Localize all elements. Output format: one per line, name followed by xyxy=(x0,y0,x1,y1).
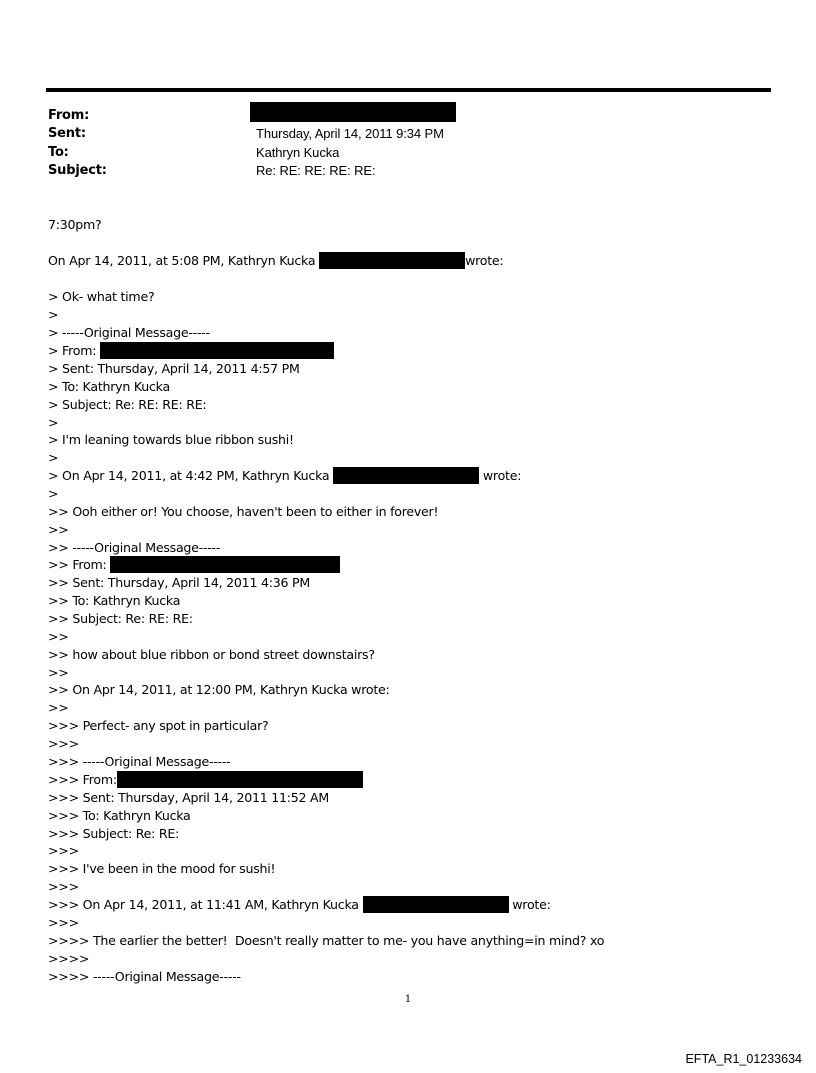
quoted-line: > xyxy=(48,307,59,322)
attribution-wrote: wrote: xyxy=(465,253,504,268)
quoted-line: >>>> The earlier the better! Doesn't really matter to me- you have anything=in mind? xo xyxy=(48,933,605,948)
quoted-line: >> xyxy=(48,700,69,715)
sent-value: Thursday, April 14, 2011 9:34 PM xyxy=(256,126,444,141)
quoted-line: > xyxy=(48,450,59,465)
document-id: EFTA_R1_01233634 xyxy=(685,1052,802,1066)
quoted-line: >> To: Kathryn Kucka xyxy=(48,593,181,608)
quoted-line: > Sent: Thursday, April 14, 2011 4:57 PM xyxy=(48,361,300,376)
quoted-line: >>> Subject: Re: RE: xyxy=(48,826,180,841)
quoted-line: >> Sent: Thursday, April 14, 2011 4:36 PM xyxy=(48,575,310,590)
quoted-line: >>>> -----Original Message----- xyxy=(48,969,241,984)
email-redaction xyxy=(110,556,340,573)
email-redaction xyxy=(319,252,465,269)
quoted-line: > Ok- what time? xyxy=(48,289,155,304)
attribution-text: >>> On Apr 14, 2011, at 11:41 AM, Kathryn Kucka xyxy=(48,897,363,912)
quoted-line: > -----Original Message----- xyxy=(48,325,210,340)
quoted-line: >> how about blue ribbon or bond street downstairs? xyxy=(48,647,375,662)
quote-attribution xyxy=(48,467,521,485)
subject-label: Subject: xyxy=(48,163,107,178)
quoted-line: >>> -----Original Message----- xyxy=(48,754,231,769)
quote-attribution xyxy=(48,896,551,914)
header-rule xyxy=(46,88,771,92)
attribution-text: On Apr 14, 2011, at 5:08 PM, Kathryn Kucka xyxy=(48,253,320,268)
quoted-from-label: >>> From: xyxy=(48,772,117,787)
email-redaction xyxy=(117,771,363,788)
quoted-line: >>> xyxy=(48,736,79,751)
quoted-line: >>>> xyxy=(48,951,90,966)
attribution-text: > On Apr 14, 2011, at 4:42 PM, Kathryn Kucka xyxy=(48,468,334,483)
quoted-line: >>> I've been in the mood for sushi! xyxy=(48,861,276,876)
sent-label: Sent: xyxy=(48,126,86,141)
from-redaction xyxy=(250,102,456,122)
quoted-from-line xyxy=(48,556,340,574)
quoted-line: >>> Perfect- any spot in particular? xyxy=(48,718,269,733)
quoted-line: >>> xyxy=(48,879,79,894)
quoted-line: >>> To: Kathryn Kucka xyxy=(48,808,191,823)
email-redaction xyxy=(333,467,479,484)
quote-attribution xyxy=(48,252,503,270)
attribution-wrote: wrote: xyxy=(479,468,522,483)
attribution-wrote: wrote: xyxy=(508,897,551,912)
quoted-from-line xyxy=(48,771,363,789)
to-label: To: xyxy=(48,145,69,160)
quoted-line: > xyxy=(48,486,59,501)
page-number: 1 xyxy=(404,994,412,1005)
email-redaction xyxy=(363,896,509,913)
subject-value: Re: RE: RE: RE: RE: xyxy=(256,163,376,178)
quoted-line: > xyxy=(48,415,59,430)
quoted-from-label: > From: xyxy=(48,343,101,358)
quoted-line: >> Ooh either or! You choose, haven't been to either in forever! xyxy=(48,504,439,519)
quoted-line: >> Subject: Re: RE: RE: xyxy=(48,611,193,626)
quoted-line: >> -----Original Message----- xyxy=(48,540,221,555)
quoted-line: >> On Apr 14, 2011, at 12:00 PM, Kathryn Kucka wrote: xyxy=(48,682,390,697)
quoted-line: > Subject: Re: RE: RE: RE: xyxy=(48,397,207,412)
email-redaction xyxy=(100,342,334,359)
quoted-line: >>> xyxy=(48,915,79,930)
from-label: From: xyxy=(48,108,90,123)
to-value: Kathryn Kucka xyxy=(256,145,340,160)
quoted-line: > I'm leaning towards blue ribbon sushi! xyxy=(48,432,294,447)
quoted-line: >>> xyxy=(48,843,79,858)
reply-line: 7:30pm? xyxy=(48,217,102,232)
quoted-line: > To: Kathryn Kucka xyxy=(48,379,170,394)
quoted-line: >> xyxy=(48,665,69,680)
quoted-from-label: >> From: xyxy=(48,557,111,572)
quoted-from-line xyxy=(48,342,334,360)
quoted-line: >> xyxy=(48,522,69,537)
quoted-line: >> xyxy=(48,629,69,644)
quoted-line: >>> Sent: Thursday, April 14, 2011 11:52 AM xyxy=(48,790,330,805)
